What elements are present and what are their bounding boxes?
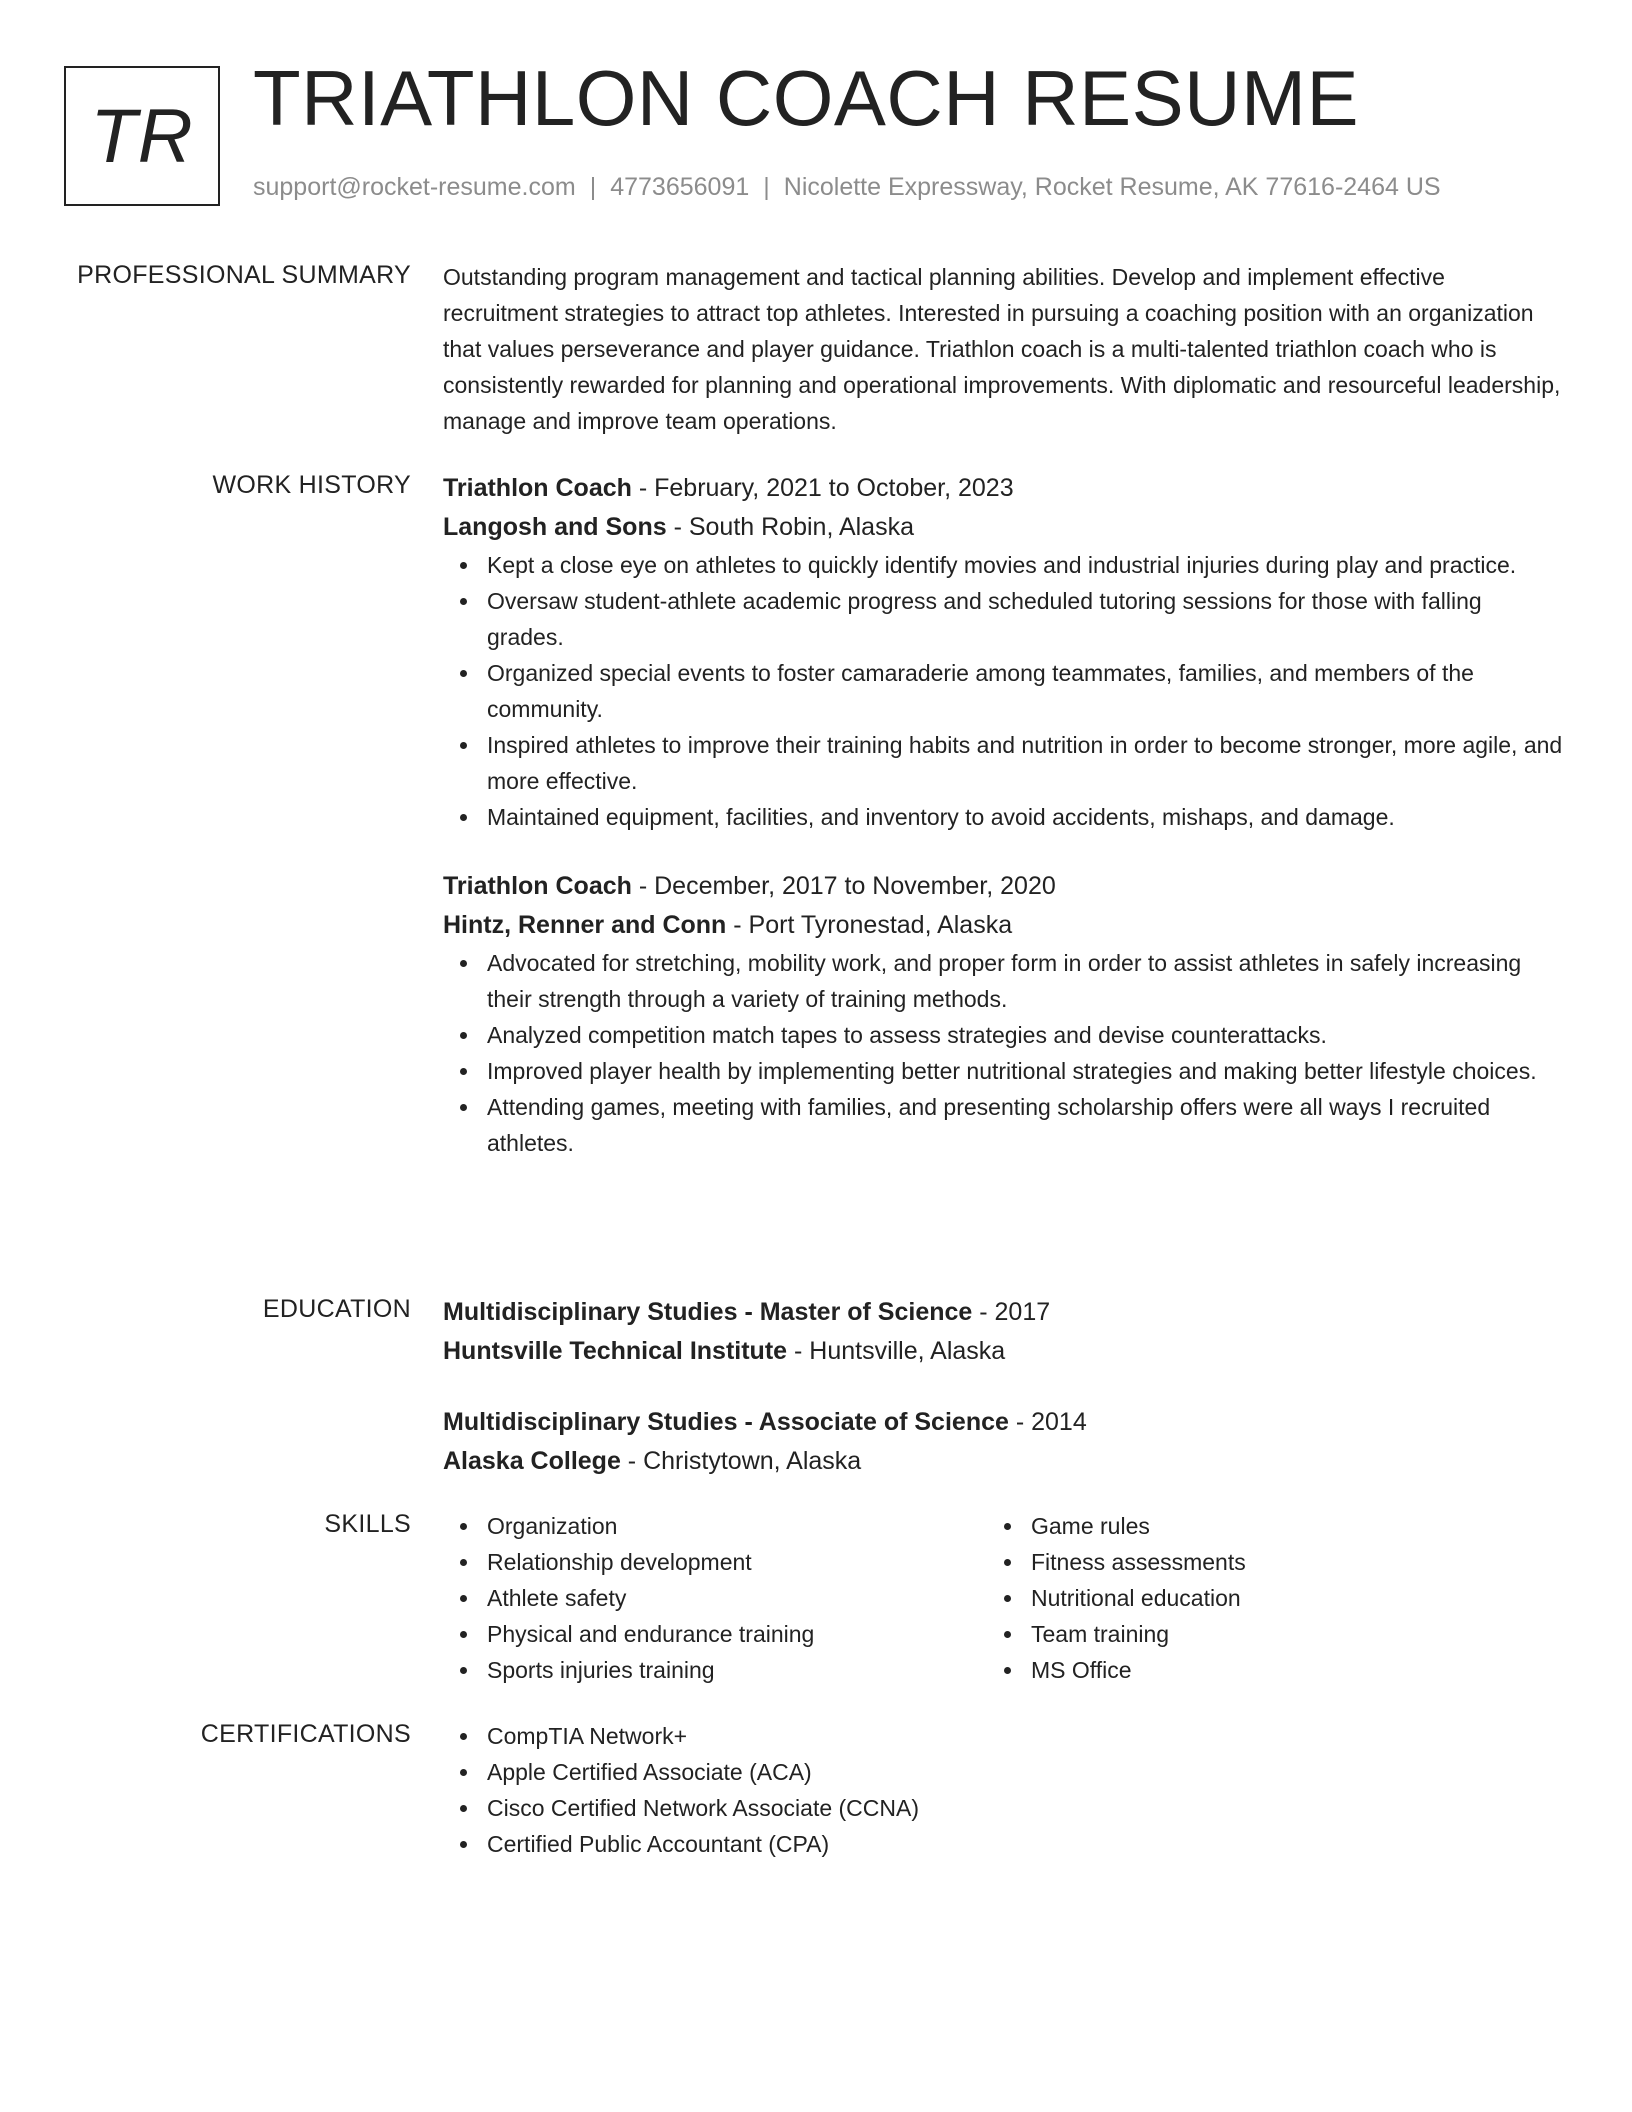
section-body xyxy=(443,1293,1563,1481)
education-school-line xyxy=(443,1332,1563,1371)
skill-item: Physical and endurance training xyxy=(443,1616,987,1652)
job-bullet: Attending games, meeting with families, and presenting scholarship offers were all ways I recruited athletes. xyxy=(443,1089,1563,1161)
section-title: EDUCATION xyxy=(262,1295,411,1323)
skill-item: Fitness assessments xyxy=(987,1544,1531,1580)
section-title: CERTIFICATIONS xyxy=(200,1720,411,1748)
contact-separator: | xyxy=(589,173,597,201)
job-bullet: Maintained equipment, facilities, and inventory to avoid accidents, mishaps, and damage. xyxy=(443,799,1563,835)
certification-item: Apple Certified Associate (ACA) xyxy=(443,1754,1563,1790)
education-degree-line xyxy=(443,1293,1563,1332)
job-bullets xyxy=(443,547,1563,835)
skill-item: MS Office xyxy=(987,1652,1531,1688)
skills-column-left xyxy=(443,1508,987,1688)
contact-address: Nicolette Expressway, Rocket Resume, AK 77616-2464 US xyxy=(783,173,1441,201)
job-bullet: Analyzed competition match tapes to assess strategies and devise counterattacks. xyxy=(443,1017,1563,1053)
education-degree: Multidisciplinary Studies - Associate of Science xyxy=(443,1408,1009,1436)
job-org-line xyxy=(443,508,1563,547)
job-role: Triathlon Coach xyxy=(443,872,632,900)
contact-email[interactable]: support@rocket-resume.com xyxy=(253,173,576,201)
section-body xyxy=(443,1718,1563,1862)
section-body xyxy=(443,469,1563,1161)
contact-separator: | xyxy=(763,173,770,201)
job-company: Langosh and Sons xyxy=(443,513,667,541)
resume-title: TRIATHLON COACH RESUME xyxy=(253,54,1359,142)
education-degree: Multidisciplinary Studies - Master of Science xyxy=(443,1298,973,1326)
job-bullet: Inspired athletes to improve their training habits and nutrition in order to become stronger, more agile, and more effective. xyxy=(443,727,1563,799)
job-role: Triathlon Coach xyxy=(443,474,632,502)
job-dates: - December, 2017 to November, 2020 xyxy=(631,872,1056,900)
certifications-list xyxy=(443,1718,1563,1862)
section-body xyxy=(443,1508,1563,1688)
education-entry xyxy=(443,1403,1563,1481)
summary-text: Outstanding program management and tactical planning abilities. Develop and implement effective recruitment strategies to attract top athletes. Interested in pursuing a coaching position with an organization that values perseverance and player guidance. Triathlon coach is a multi-talented triathlon coach who is consistently rewarded for planning and operational improvements. With diplomatic and resourceful leadership, manage and improve team operations. xyxy=(443,264,1561,434)
education-school-line xyxy=(443,1442,1563,1481)
certification-item: Cisco Certified Network Associate (CCNA) xyxy=(443,1790,1563,1826)
contact-line xyxy=(253,172,1441,202)
certification-item: CompTIA Network+ xyxy=(443,1718,1563,1754)
job-bullet: Kept a close eye on athletes to quickly identify movies and industrial injuries during play and practice. xyxy=(443,547,1563,583)
skill-item: Sports injuries training xyxy=(443,1652,987,1688)
education-year: - 2017 xyxy=(972,1298,1051,1326)
skill-item: Relationship development xyxy=(443,1544,987,1580)
job-bullet: Improved player health by implementing better nutritional strategies and making better lifestyle choices. xyxy=(443,1053,1563,1089)
education-school: Alaska College xyxy=(443,1447,621,1475)
education-year: - 2014 xyxy=(1008,1408,1087,1436)
job-title-line xyxy=(443,867,1563,906)
section-body xyxy=(443,259,1563,439)
monogram-initials: TR xyxy=(90,94,194,179)
job-title-line xyxy=(443,469,1563,508)
job-entry xyxy=(443,867,1563,1161)
skill-item: Organization xyxy=(443,1508,987,1544)
skill-item: Game rules xyxy=(987,1508,1531,1544)
skills-grid xyxy=(443,1508,1563,1688)
education-degree-line xyxy=(443,1403,1563,1442)
job-org-line xyxy=(443,906,1563,945)
job-entry xyxy=(443,469,1563,835)
job-company: Hintz, Renner and Conn xyxy=(443,911,727,939)
skill-item: Athlete safety xyxy=(443,1580,987,1616)
section-title: SKILLS xyxy=(324,1510,411,1538)
certification-item: Certified Public Accountant (CPA) xyxy=(443,1826,1563,1862)
job-location: - Port Tyronestad, Alaska xyxy=(726,911,1013,939)
skill-item: Nutritional education xyxy=(987,1580,1531,1616)
education-location: - Christytown, Alaska xyxy=(620,1447,862,1475)
section-title: WORK HISTORY xyxy=(212,471,411,499)
job-bullets xyxy=(443,945,1563,1161)
education-location: - Huntsville, Alaska xyxy=(787,1337,1006,1365)
education-school: Huntsville Technical Institute xyxy=(443,1337,788,1365)
skill-item: Team training xyxy=(987,1616,1531,1652)
section-title: PROFESSIONAL SUMMARY xyxy=(77,261,411,289)
job-location: - South Robin, Alaska xyxy=(666,513,914,541)
job-bullet: Oversaw student-athlete academic progress and scheduled tutoring sessions for those with falling grades. xyxy=(443,583,1563,655)
monogram-box xyxy=(64,66,220,206)
contact-phone[interactable]: 4773656091 xyxy=(610,173,750,201)
skills-column-right xyxy=(987,1508,1531,1688)
education-entry xyxy=(443,1293,1563,1371)
job-bullet: Advocated for stretching, mobility work, and proper form in order to assist athletes in safely increasing their strength through a variety of training methods. xyxy=(443,945,1563,1017)
job-dates: - February, 2021 to October, 2023 xyxy=(631,474,1014,502)
job-bullet: Organized special events to foster camaraderie among teammates, families, and members of the community. xyxy=(443,655,1563,727)
